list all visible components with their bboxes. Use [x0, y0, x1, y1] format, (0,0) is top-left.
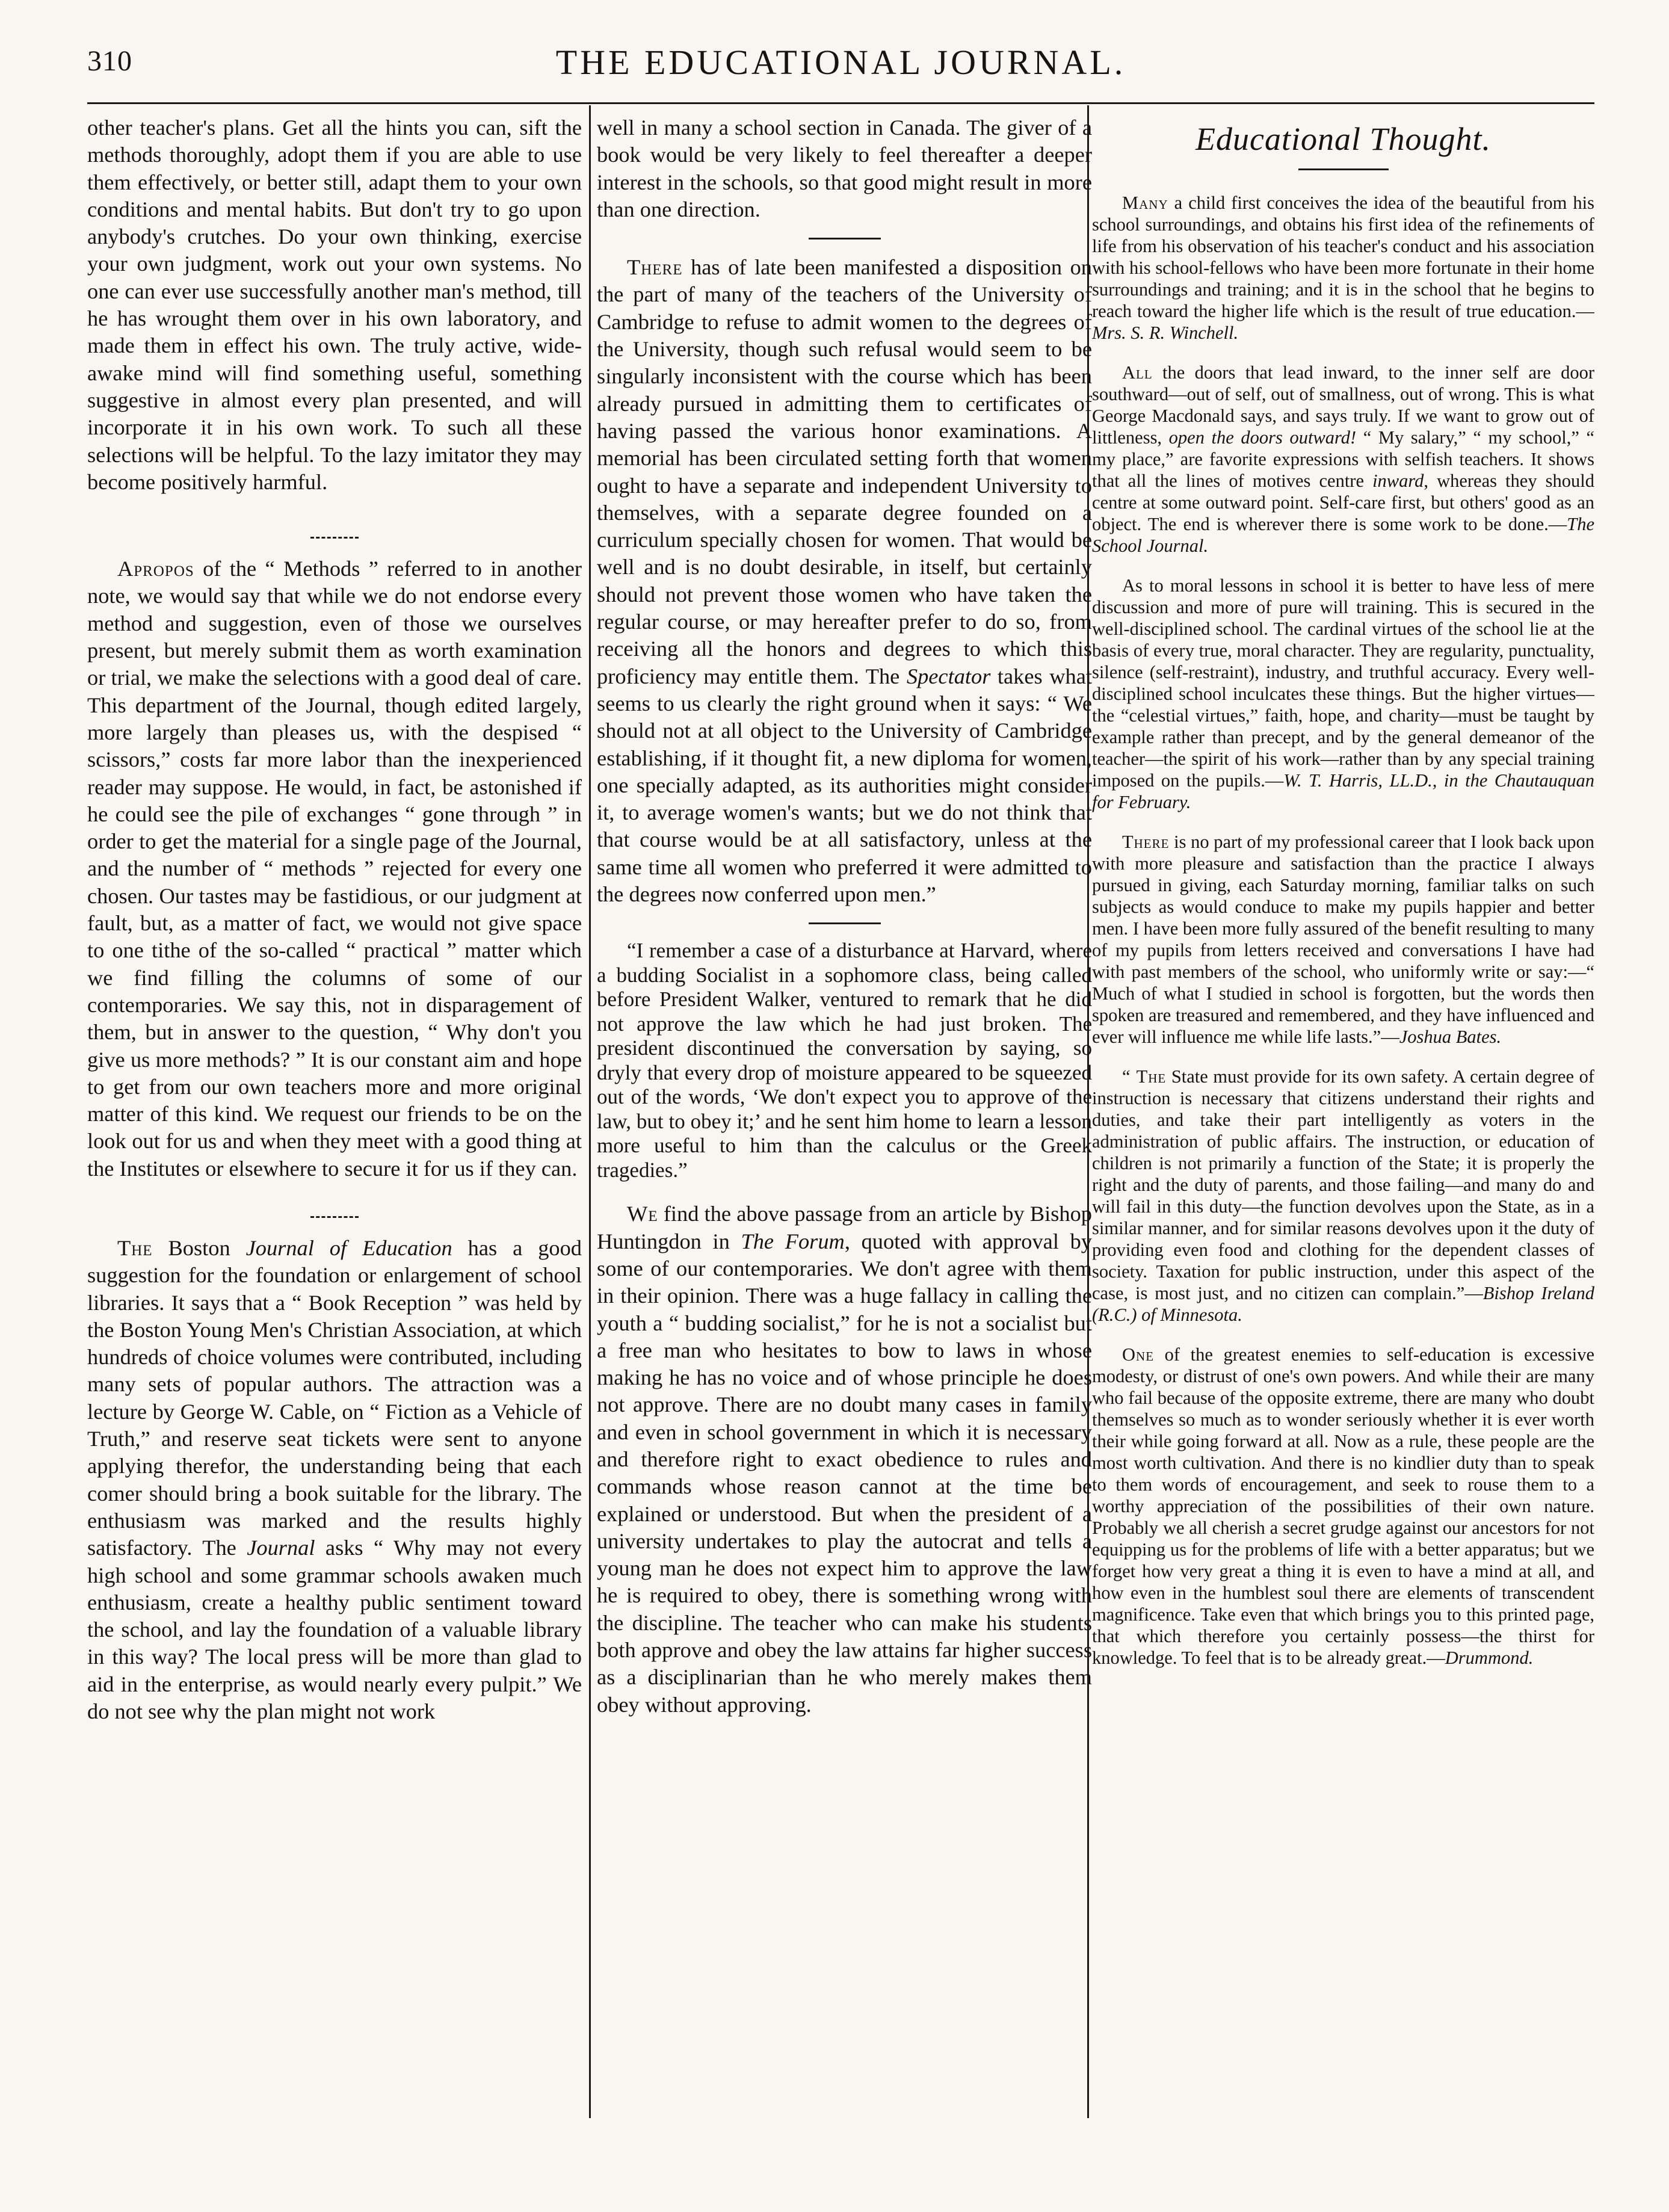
column-divider — [589, 105, 591, 2118]
lead-word: There — [627, 255, 683, 280]
attribution: Joshua Bates. — [1399, 1027, 1502, 1047]
paragraph-cambridge-women: There has of late been manifested a disposition on the part of many of the teachers of the University of Cambridge to refuse to admit women to the degrees of the University, though such refusal would seem to be singularly inconsistent with the course which has been already pursued in admitting them to certificates of having passed the various honor examinations. A memorial has been circulated setting forth that women ought to have a separate and independent University to themselves, with a separate degree founded on a curriculum specially chosen for women. That would be well and is no doubt desirable, in itself, but certainly should not prevent those women who have taken the regular course, or may hereafter prefer to do so, from receiving all the honors and degrees to which this proficiency may entitle them. The Spectator takes what seems to us clearly the right ground when it says: “ We should not at all object to the University of Cambridge establishing, if it thought fit, a new diploma for women, one specially adapted, as its authorities might consider it, to average women's wants; but we do not think that that course would be at all satisfactory, unless at the same time all women who preferred it were admitted to the degrees now conferred upon men.” — [597, 255, 1092, 907]
journal-title: THE EDUCATIONAL JOURNAL. — [555, 43, 1126, 82]
attribution: Mrs. S. R. Winchell. — [1092, 323, 1239, 343]
lead-word: We — [627, 1202, 658, 1226]
lead-word: There — [1122, 832, 1170, 852]
paragraph-apropos-methods: Apropos of the “ Methods ” referred to in another note, we would say that while we do not endorse every method and suggestion, even of those we ourselves present, but merely submit them as worth examination or trial, we make the selections with a good deal of care. This department of the Journal, though edited largely, more largely than pleases us, with the despised “ scissors,” costs far more labor than the inexperienced reader may suppose. He would, in fact, be astonished if he could see the pile of exchanges “ gone through ” in order to get the material for a single page of the Journal, and the number of “ methods ” rejected for every one chosen. Our tastes may be fastidious, or our judgment at fault, but, as a matter of fact, we would not give space to one tithe of the so-called “ practical ” matter which we find filling the columns of some of our contemporaries. We say this, not in disparagement of them, but in answer to the question, “ Why don't you give us more methods? ” It is our constant aim and hope to get from our own teachers more and more original matter of this kind. We request our friends to be on the look out for us and when they meet with a good thing at the Institutes or elsewhere to secure it for us if they can. — [87, 557, 582, 1181]
attribution: Bishop Ireland (R.C.) of Minnesota. — [1092, 1283, 1594, 1325]
paragraph-harvard-quote: “I remember a case of a disturbance at Harvard, where a budding Socialist in a sophomore class, being called before President Walker, ventured to remark that he did not approve the law which he had just broken. The president discontinued the conversation by saying, so dryly that every drop of moisture appeared to be squeezed out of the words, ‘We don't expect you to approve of the law, but to obey it;’ and he sent him home to learn a lesson more useful to him than the calculus or the Greek tragedies.” — [597, 939, 1092, 1182]
lead-word: Apropos — [117, 557, 194, 581]
paragraph-huntingdon-forum: We find the above passage from an article by Bishop Huntingdon in The Forum, quoted with approval by some of our contemporaries. We don't agree with them in their opinion. There was a huge fallacy in calling the youth a “ budding socialist,” for he is not a socialist but a free man who hesitates to bow to laws in whose making he has no voice and of whose principle he does not approve. There are no doubt many cases in family and even in school government in which it is necessary and therefore right to exact obedience to rules and commands whose reason cannot at the time be explained or understood. But when the president of a university undertakes to play the autocrat and tells a young man he does not expect him to approve the law he is required to obey, there is something wrong with the discipline. The teacher who can make his students both approve and obey the law attains far higher success as a disciplinarian than he who merely makes them obey without approving. — [597, 1202, 1092, 1717]
quote-school-journal: All the doors that lead inward, to the inner self are door southward—out of self, out of smallness, out of wrong. This is what George Macdonald says, and says truly. If we want to grow out of littleness, open the doors outward! “ My salary,” “ my school,” “ my place,” are favorite expressions with selfish teachers. It shows that all the lines of motives centre inward, whereas they should centre at some outward point. Self-care first, but others' good as an object. The end is wherever there is some work to be done.—The School Journal. — [1092, 362, 1594, 556]
quote-harris: As to moral lessons in school it is better to have less of mere discussion and more of pure will training. This is secured in the well-disciplined school. The cardinal virtues of the school lie at the basis of every true, moral character. They are regularity, punctuality, silence (self-restraint), industry, and truthful accuracy. Every well-disciplined school inculcates these things. But the higher virtues—the “celestial virtues,” faith, hope, and charity—must be taught by example rather than precept, and by the general demeanor of the teacher—the spirit of his work—rather than by any special training imposed on the pupils.—W. T. Harris, LL.D., in the Chautauquan for February. — [1092, 575, 1594, 812]
quote-drummond: One of the greatest enemies to self-education is excessive modesty, or distrust of one's own powers. And while their are many who fail because of the opposite extreme, there are many who doubt themselves so much as to wonder seriously whether it is ever worth their while going forward at all. Now as a rule, these people are the most worth cultivation. And there is no kindlier duty than to speak to them words of encouragement, and seek to rouse them to a worthy appreciation of the possibilities of their own nature. Probably we all cherish a secret grudge against our ancestors for not equipping us for the problems of life with a better apparatus; but we forget how very great a thing it is even to have a mind at all, and how even in the humblest soul there are elements of transcendent magnificence. Take even that which brings you to this printed page, that which therefore you certainly possess—the thirst for knowledge. To feel that is to be already great.—Drummond. — [1092, 1344, 1594, 1668]
lead-word: One — [1122, 1344, 1155, 1365]
column-middle — [597, 114, 1092, 2160]
lead-word: Many — [1122, 193, 1168, 213]
separator — [809, 238, 881, 239]
lead-word: All — [1122, 362, 1153, 383]
quote-winchell: Many a child first conceives the idea of the beautiful from his school surroundings, and obtains his first idea of the refinements of life from his observation of his teacher's conduct and his association with his school-fellows who have been more fortunate in their home surroundings and training; and it is in the school that he begins to reach toward the higher life which is the result of true education.—Mrs. S. R. Winchell. — [1092, 193, 1594, 343]
column-right — [1092, 114, 1594, 2160]
separator — [809, 922, 881, 924]
paragraph-school-section: well in many a school section in Canada. The giver of a book would be very likely to feel thereafter a deeper interest in the schools, so that good might result in more than one direction. — [597, 116, 1092, 221]
separator — [310, 1216, 359, 1218]
attribution: The School Journal. — [1092, 514, 1594, 556]
lead-word: The — [117, 1235, 153, 1260]
quote-bates: There is no part of my professional career that I look back upon with more pleasure and satisfaction than the practice I always pursued in giving, each Saturday morning, familiar talks on such subjects as would conduce to make my pupils happier and better men. I have been more fully assured of the benefit resulting to many of my pupils from letters received and conversations I have had with past members of the school, who uniformly write or say:—“ Much of what I studied in school is forgotten, but the words then spoken are treasured and remembered, and they have influenced and ever will influence me while life lasts.”—Joshua Bates. — [1092, 832, 1594, 1047]
attribution: Drummond. — [1445, 1648, 1534, 1668]
paragraph-methods-advice: other teacher's plans. Get all the hints you can, sift the methods thoroughly, adopt them if you are able to use them effectively, or better still, adapt them to your own conditions and mental habits. But don't try to go upon anybody's crutches. Do your own thinking, exercise your own judgment, work out your own systems. No one can ever use successfully another man's method, till he has wrought them over in his own laboratory, and made them in effect his own. The truly active, wide-awake mind will find something useful, something suggestive in almost every plan presented, and will incorporate it in his own work. To such all these selections will be helpful. To the lazy imitator they may become positively harmful. — [87, 116, 582, 494]
column-left — [87, 114, 582, 2160]
lead-word: “ The — [1122, 1066, 1167, 1087]
header-rule — [87, 102, 1594, 104]
page-number: 310 — [87, 45, 132, 77]
separator — [310, 537, 359, 539]
section-title: Educational Thought. — [1195, 121, 1491, 157]
page-header — [87, 42, 1594, 96]
quote-ireland: “ The State must provide for its own safety. A certain degree of instruction is necessary that citizens understand their rights and duties, and take their part intelligently as voters in the administration of public affairs. The instruction, or education of children is not primarily a function of the State; it is properly the right and the duty of parents, and those failing—and many do and will fail in this duty—the function devolves upon the State, as in a similar manner, and for similar reasons devolves upon it the duty of providing even food and clothing for the dependent classes of society. Taxation for public instruction, under this aspect of the case, is most just, and no citizen can complain.”—Bishop Ireland (R.C.) of Minnesota. — [1092, 1066, 1594, 1325]
paragraph-boston-journal: The Boston Journal of Education has a good suggestion for the foundation or enlargement of school libraries. It says that a “ Book Reception ” was held by the Boston Young Men's Christian Association, at which hundreds of choice volumes were contributed, including many sets of popular authors. The attraction was a lecture by George W. Cable, on “ Fiction as a Vehicle of Truth,” and reserve seat tickets were sent to anyone applying therefor, the understanding being that each comer should bring a book suitable for the library. The enthusiasm was marked and the results highly satisfactory. The Journal asks “ Why may not every high school and some grammar schools awaken much enthusiasm, create a healthy public sentiment toward the school, and lay the foundation of a valuable library in this way? The local press will be more than glad to aid in the enterprise, as would nearly every pulpit.” We do not see why the plan might not work — [87, 1235, 582, 1724]
section-title-rule — [1298, 168, 1389, 170]
attribution: W. T. Harris, LL.D., in the Chautauquan for February. — [1092, 770, 1594, 812]
